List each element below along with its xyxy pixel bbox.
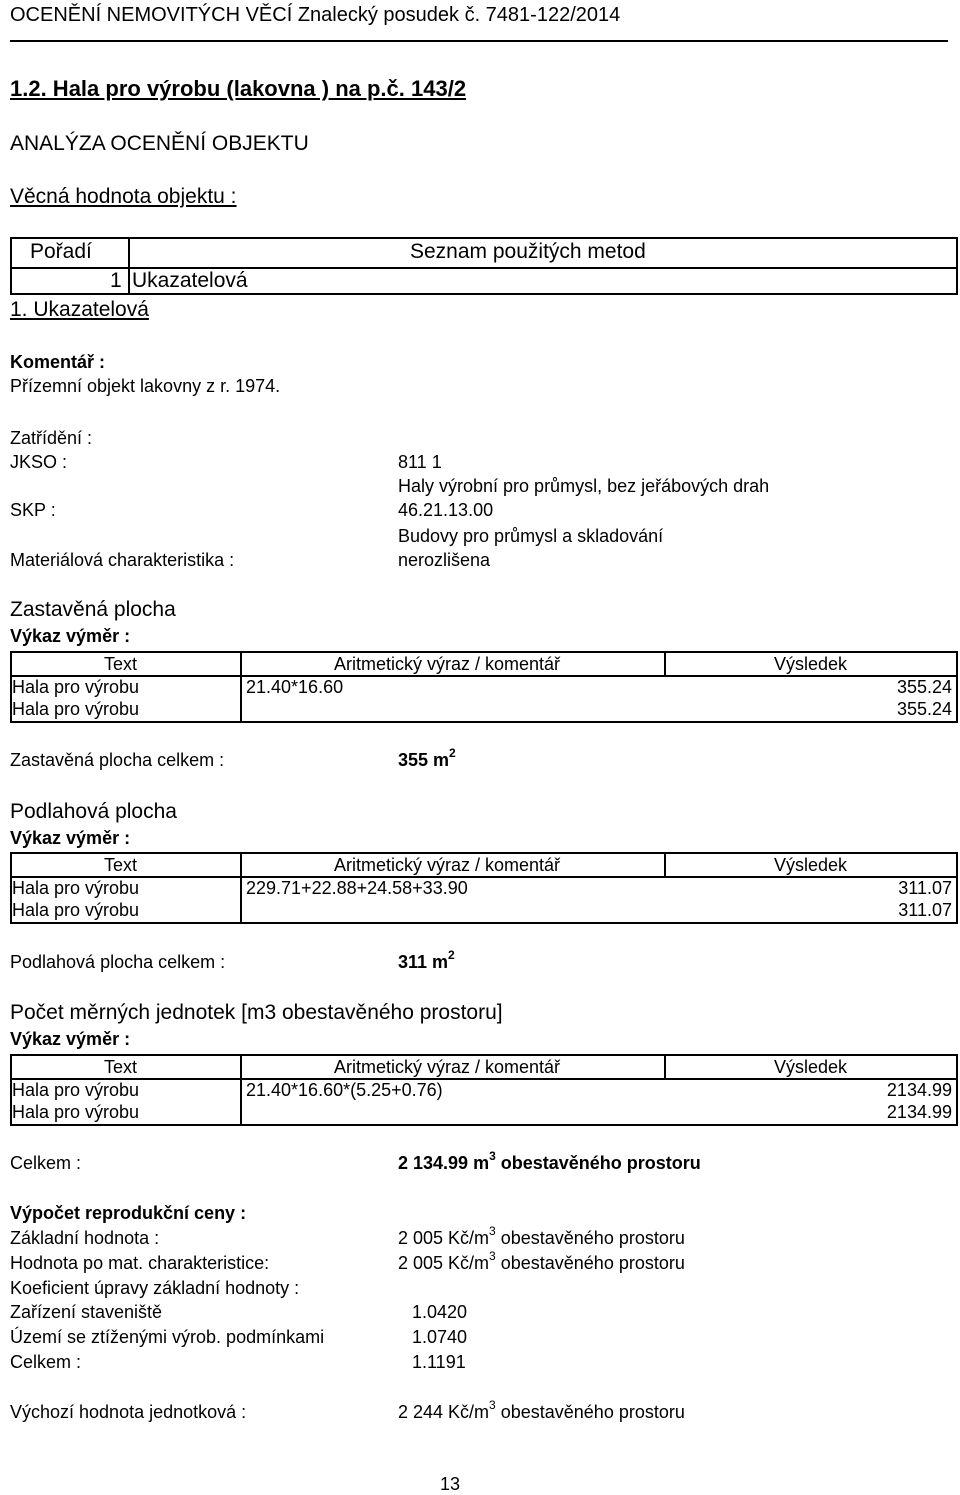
table-header-expr: Aritmetický výraz / komentář: [334, 855, 561, 875]
table-header-text: Text: [104, 855, 138, 875]
table-cell-result: 311.07: [898, 878, 952, 898]
table-header-expr: Aritmetický výraz / komentář: [334, 1057, 561, 1077]
skp-description: Budovy pro průmysl a skladování: [398, 526, 664, 546]
reprodukce-title: Výpočet reprodukční ceny :: [10, 1203, 247, 1223]
page-number: 13: [440, 1474, 461, 1494]
header-divider: [10, 40, 948, 42]
table-cell-text: Hala pro výrobu: [12, 677, 140, 697]
podlahova-vykaz-label: Výkaz výměr :: [10, 828, 131, 848]
table-cell-result: 2134.99: [886, 1080, 952, 1100]
vecna-hodnota-title: Věcná hodnota objektu :: [10, 185, 237, 208]
jkso-code: 811 1: [398, 452, 442, 472]
podlahova-total-label: Podlahová plocha celkem :: [10, 952, 226, 972]
table-header-result: Výsledek: [774, 1057, 848, 1077]
selected-method: 1. Ukazatelová: [10, 298, 149, 321]
document-header: OCENĚNÍ NEMOVITÝCH VĚCÍ Znalecký posudek č. 7481-122/2014: [10, 4, 621, 26]
zastavena-table: [10, 651, 958, 723]
skp-label: SKP :: [10, 500, 56, 520]
table-cell-expr: 21.40*16.60*(5.25+0.76): [246, 1080, 443, 1100]
table-header-result: Výsledek: [774, 855, 848, 875]
obestaveny-vykaz-label: Výkaz výměr :: [10, 1029, 131, 1049]
analysis-title: ANALÝZA OCENĚNÍ OBJEKTU: [10, 132, 309, 155]
methods-col-list: Seznam použitých metod: [410, 240, 646, 263]
table-cell-result: 355.24: [896, 677, 952, 697]
zastavena-vykaz-label: Výkaz výměr :: [10, 626, 131, 646]
table-cell-result: 355.24: [896, 699, 952, 719]
material-value: nerozlišena: [398, 550, 491, 570]
vychozi-hodnota-label: Výchozí hodnota jednotková :: [10, 1402, 247, 1422]
section-heading: 1.2. Hala pro výrobu (lakovna ) na p.č. 143/2: [10, 76, 467, 101]
table-cell-text: Hala pro výrobu: [12, 900, 140, 920]
zarizeni-value: 1.0420: [412, 1302, 468, 1322]
skp-code: 46.21.13.00: [398, 500, 494, 520]
methods-row-method: Ukazatelová: [132, 269, 248, 292]
obestaveny-total-value: 2 134.99 $m^3$ obestavěného prostoru: [398, 1149, 701, 1173]
obestaveny-table: [10, 1054, 958, 1126]
zarizeni-label: Zařízení staveniště: [10, 1302, 163, 1322]
koef-celkem-value: 1.1191: [412, 1352, 466, 1372]
table-header-text: Text: [104, 654, 138, 674]
table-cell-text: Hala pro výrobu: [12, 878, 140, 898]
table-cell-expr: 21.40*16.60: [246, 677, 344, 697]
table-header-result: Výsledek: [774, 654, 848, 674]
mat-hodnota-value: 2 005 $Kč/m^3$ obestavěného prostoru: [398, 1249, 685, 1273]
koeficient-label: Koeficient úpravy základní hodnoty :: [10, 1278, 300, 1298]
jkso-label: JKSO :: [10, 452, 68, 472]
methods-table: [10, 237, 958, 295]
comment-label: Komentář :: [10, 352, 106, 372]
methods-row-number: 1: [110, 269, 122, 292]
podlahova-total-value: 311 $m^2$: [398, 948, 455, 972]
zastavena-total-label: Zastavěná plocha celkem :: [10, 750, 225, 770]
methods-col-order: Pořadí: [30, 240, 92, 263]
mat-hodnota-label: Hodnota po mat. charakteristice:: [10, 1253, 270, 1273]
zastavena-total-value: 355 $m^2$: [398, 746, 456, 770]
table-cell-text: Hala pro výrobu: [12, 699, 140, 719]
material-label: Materiálová charakteristika :: [10, 550, 235, 570]
table-header-expr: Aritmetický výraz / komentář: [334, 654, 561, 674]
zastavena-title: Zastavěná plocha: [10, 598, 176, 621]
table-cell-text: Hala pro výrobu: [12, 1080, 140, 1100]
vychozi-hodnota-value: 2 244 $Kč/m^3$ obestavěného prostoru: [398, 1398, 685, 1422]
classification-label: Zatřídění :: [10, 428, 93, 448]
table-cell-result: 2134.99: [886, 1102, 952, 1122]
podlahova-title: Podlahová plocha: [10, 800, 177, 823]
zakladni-hodnota-value: 2 005 $Kč/m^3$ obestavěného prostoru: [398, 1224, 685, 1248]
table-cell-expr: 229.71+22.88+24.58+33.90: [246, 878, 468, 898]
podlahova-table: [10, 852, 958, 924]
uzemi-label: Území se ztíženými výrob. podmínkami: [10, 1327, 325, 1347]
obestaveny-total-label: Celkem :: [10, 1153, 82, 1173]
koef-celkem-label: Celkem :: [10, 1352, 82, 1372]
jkso-description: Haly výrobní pro průmysl, bez jeřábových drah: [398, 476, 770, 496]
table-cell-result: 311.07: [898, 900, 952, 920]
obestaveny-title: Počet měrných jednotek [m3 obestavěného prostoru]: [10, 1001, 503, 1024]
table-header-text: Text: [104, 1057, 138, 1077]
zakladni-hodnota-label: Základní hodnota :: [10, 1228, 160, 1248]
comment-text: Přízemní objekt lakovny z r. 1974.: [10, 376, 281, 396]
table-cell-text: Hala pro výrobu: [12, 1102, 140, 1122]
uzemi-value: 1.0740: [412, 1327, 468, 1347]
